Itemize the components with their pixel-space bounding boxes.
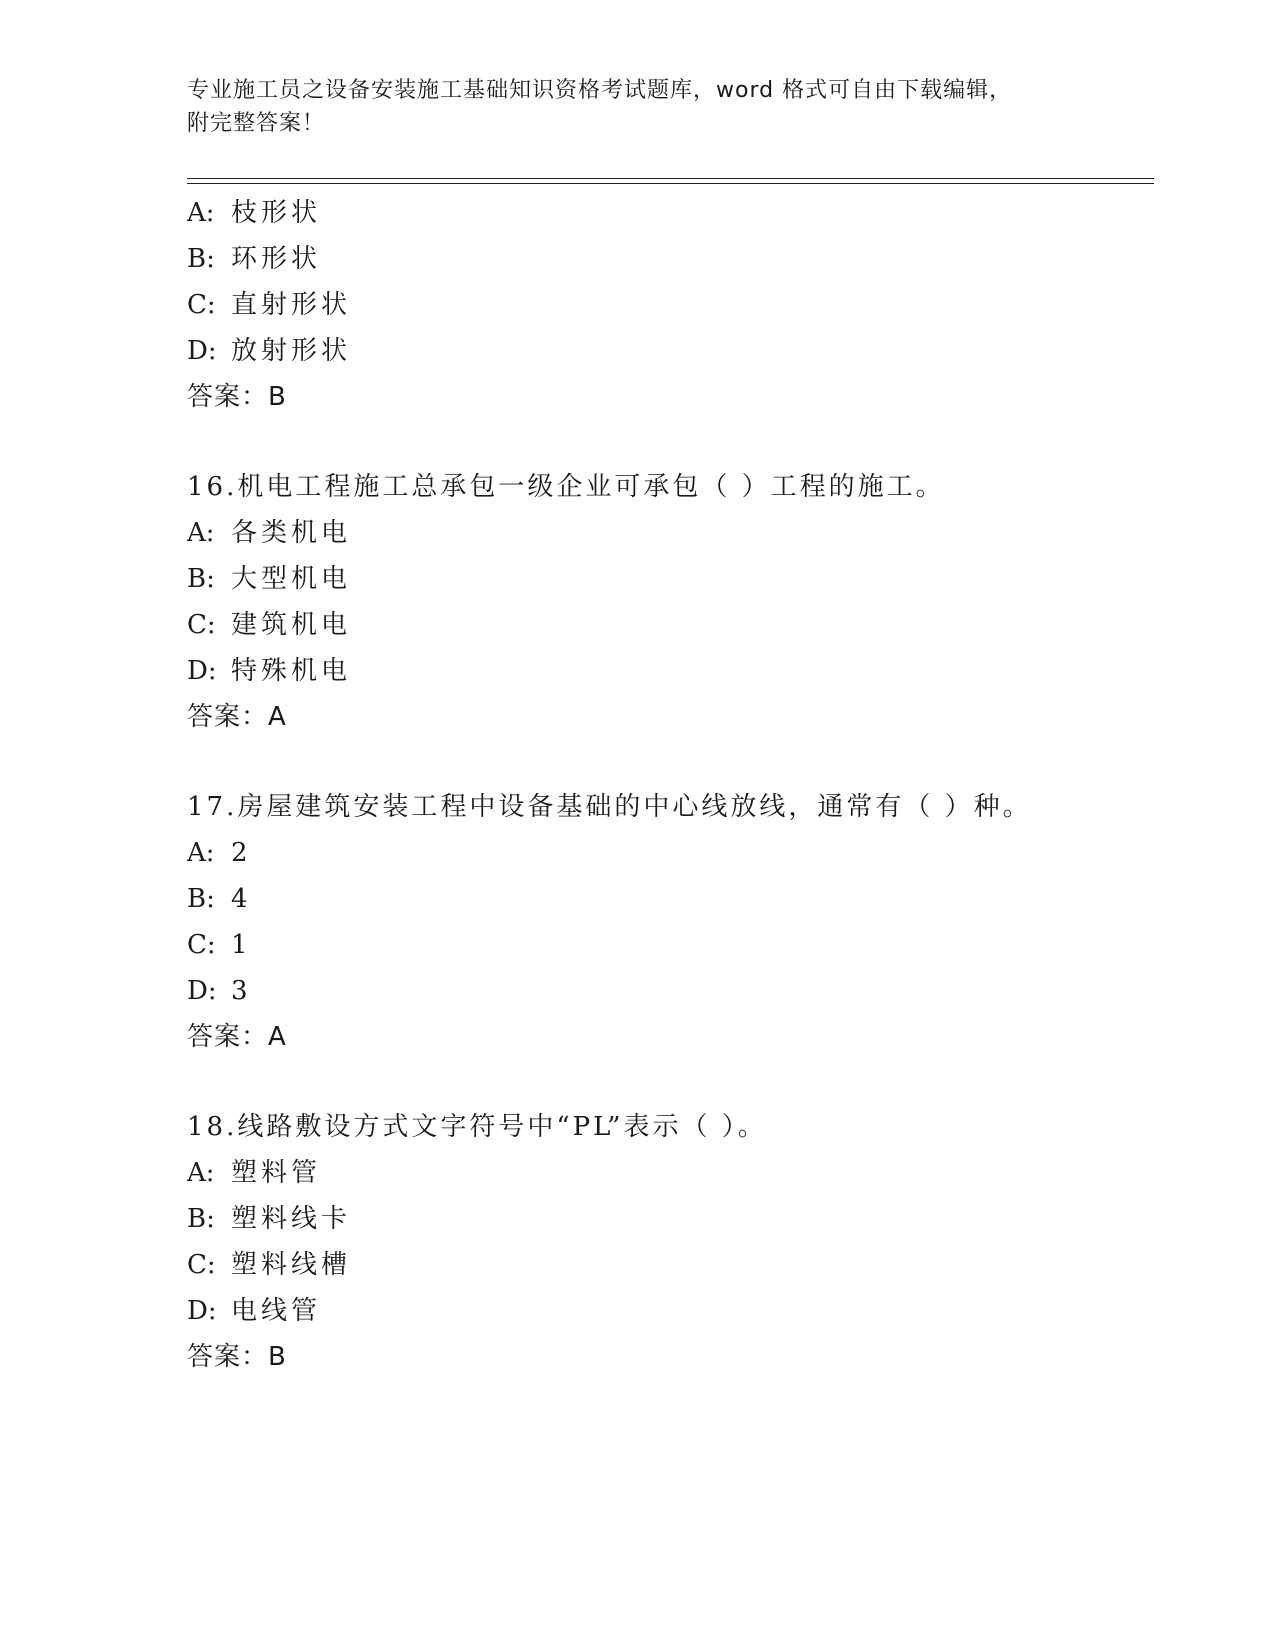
question-text: 18.线路敷设方式文字符号中“PL”表示（ ）。: [187, 1112, 767, 1142]
question-15: [187, 190, 1154, 420]
option-b: B: 大型机电: [187, 564, 352, 594]
option-c: C: 塑料线槽: [187, 1250, 352, 1280]
option-c: C: 建筑机电: [187, 610, 352, 640]
option-d: D: 特殊机电: [187, 656, 352, 686]
option-a: A: 塑料管: [187, 1158, 322, 1188]
document-header: [187, 74, 1067, 140]
header-line-1: 专业施工员之设备安装施工基础知识资格考试题库，word 格式可自由下载编辑，: [187, 78, 1013, 103]
option-b: B: 4: [187, 884, 252, 914]
header-divider-top: [187, 178, 1154, 179]
option-d: D: 电线管: [187, 1296, 322, 1326]
option-d: D: 3: [187, 976, 252, 1006]
option-a: A: 2: [187, 838, 252, 868]
header-line-2: 附完整答案！: [187, 111, 326, 136]
answer: 答案：A: [187, 702, 287, 732]
answer: 答案：A: [187, 1022, 287, 1052]
question-text: 16.机电工程施工总承包一级企业可承包（ ）工程的施工。: [187, 472, 945, 502]
question-list: [187, 190, 1154, 1380]
option-b: B: 环形状: [187, 244, 322, 274]
option-a: A: 枝形状: [187, 198, 322, 228]
option-d: D: 放射形状: [187, 336, 352, 366]
header-divider-bottom: [187, 183, 1154, 184]
question-text: 17.房屋建筑安装工程中设备基础的中心线放线，通常有（ ）种。: [187, 792, 1032, 822]
option-a: A: 各类机电: [187, 518, 352, 548]
option-c: C: 1: [187, 930, 252, 960]
option-c: C: 直射形状: [187, 290, 352, 320]
answer: 答案：B: [187, 382, 287, 412]
question-16: [187, 464, 1154, 740]
answer: 答案：B: [187, 1342, 287, 1372]
option-b: B: 塑料线卡: [187, 1204, 352, 1234]
question-18: [187, 1104, 1154, 1380]
question-17: [187, 784, 1154, 1060]
